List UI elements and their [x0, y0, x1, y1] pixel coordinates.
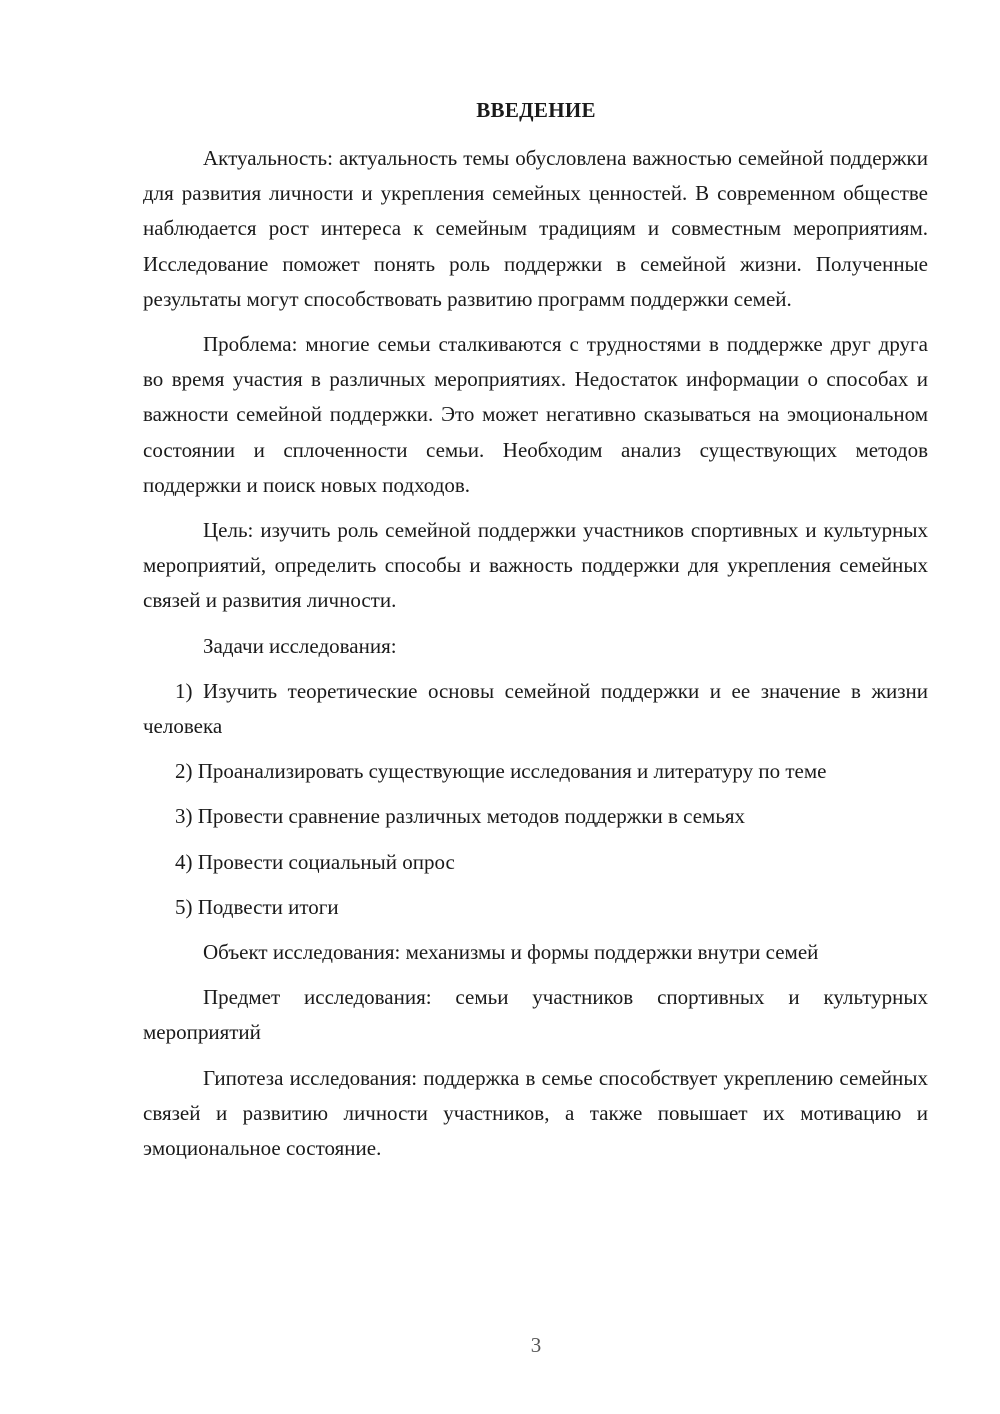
task-item-2: 2) Проанализировать существующие исследования и литературу по теме [175, 759, 827, 784]
task-item-5: 5) Подвести итоги [175, 894, 339, 919]
task-item-4: 4) Провести социальный опрос [175, 849, 455, 874]
task-item-3: 3) Провести сравнение различных методов поддержки в семьях [175, 804, 746, 829]
tasks-heading: Задачи исследования: [203, 633, 397, 658]
object-paragraph: Объект исследования: механизмы и формы поддержки внутри семей [203, 940, 819, 965]
subject-paragraph: Предмет исследования: семьи участников спортивных и культурных мероприятий [143, 985, 928, 1045]
task-item-1: 1) Изучить теоретические основы семейной поддержки и ее значение в жизни человека [143, 678, 928, 739]
problem-paragraph: Проблема: многие семьи сталкиваются с трудностями в поддержке друг друга во время участия в различных мероприятиях. Недостаток информации о способах и важности семейной поддержки. Это может негативно сказываться на эмоциональном состоянии и сплоченности семьи. Необходим анализ существующих методов поддержки и поиск новых подходов. [143, 332, 928, 497]
page-title: ВВЕДЕНИЕ [476, 98, 596, 122]
goal-paragraph: Цель: изучить роль семейной поддержки участников спортивных и культурных мероприятий, определить способы и важность поддержки для укрепления семейных связей и развития личности. [143, 518, 928, 613]
page-number: 3 [530, 1333, 542, 1357]
document-body [143, 141, 928, 1176]
hypothesis-paragraph: Гипотеза исследования: поддержка в семье способствует укреплению семейных связей и развитию личности участников, а также повышает их мотивацию и эмоциональное состояние. [143, 1065, 928, 1161]
relevance-paragraph: Актуальность: актуальность темы обусловлена важностью семейной поддержки для развития личности и укрепления семейных ценностей. В современном обществе наблюдается рост интереса к семейным традициям и совместным мероприятиям. Исследование поможет понять роль поддержки в семейной жизни. Полученные результаты могут способствовать развитию программ поддержки семей. [143, 146, 928, 311]
